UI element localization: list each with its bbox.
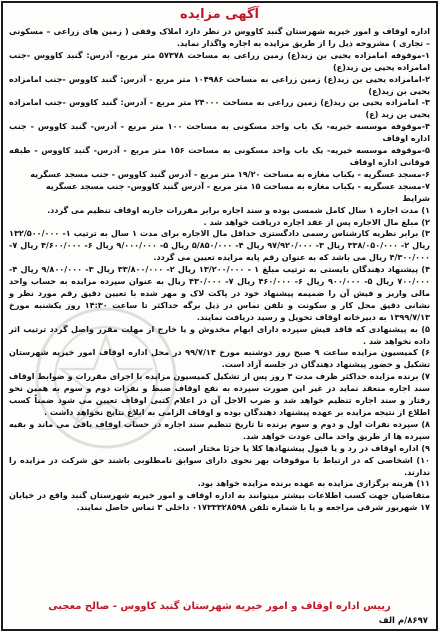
- property-item: ۳- امامزاده یحیی بن زید(ع) زمین زراعی به مساحت ۲۴۰۰۰ متر مربع - آدرس: گنبد کاووس -جنب امامزاده یحیی بن زید (ع): [9, 97, 430, 120]
- signature-line: رییس اداره اوقاف و امور خیریه شهرستان گنبد کاووس - صالح معجبی: [48, 601, 391, 612]
- condition-item: ۴) پیشنهاد دهندگان بایستی به ترتیب مبلغ ۱ - ۱۳/۲۰۰/۰۰۰ ریال ۲- ۳۳/۸۰۰/۰۰۰ ریال ۳- ۹/۸۰۰/۰۰۰ ریال ۴- ۷۰۰/۰۰۰ ریال ۵- ۹۰۰/۰۰۰ ریال ۶- ۴۶۰/۰۰۰ ریال ۷- ۴۳۰/۰۰۰ ریال به عنوان سپرده مزایده به حساب واحد مالی واریز و فیش آن را ضمیمه پیشنهاد خود در پاکت لاک و مهر شده با تعیین دقیق رقم مورد نظر و نشانی دقیق محل کار و سکونت و تلفن تماس در ذیل برگه حداکثر تا ساعت ۱۴:۳۰ روز یکشنبه مورخ ۱۳۹۹/۷/۱۳ به دبیرخانه اوقاف تحویل و رسید دریافت نمایند.: [9, 264, 431, 322]
- property-item: ۷-مسجد عسگریه - یکباب مغازه به مساحت ۱۵ متر مربع - آدرس گنبد کاووس- جنب مسجد عسگریه: [45, 180, 430, 191]
- property-item: ۱-موقوفه امامزاده یحیی بن زید(ع) زمین زراعی به مساحت ۵۷۳۷۸ متر مربع- آدرس: گنبد کاووس -جنب امامزاده یحیی بن زید(ع): [9, 49, 430, 72]
- condition-item: ۲) مبلغ مال الاجاره پس از عقد اجاره دریافت خواهد شد .: [203, 216, 430, 227]
- intro-paragraph: اداره اوقاف و امور خیریه شهرستان گنبد کاووس در نظر دارد املاک وقفی ( زمین های زراعی – مسکونی – تجاری ) مشروحه ذیل را از طریق مزایده به اجاره واگذار نماید.: [9, 26, 430, 48]
- condition-item: ۳) برابر نظریه کارشناس رسمی دادگستری حداقل مال الاجاره برای مدت ۱ سال به ترتیب ۱- ۱۳۲/۵۰۰/۰۰۰ ریال ۲- ۳۳۸/۰۵۰/۰۰۰ ریال ۳- ۹۷/۹۲۰/۰۰۰ ریال ۴- ۵/۸۵۰/۰۰۰ ریال ۵- ۹/۰۰۰/۰۰۰ ریال ۶- ۴/۶۰۰/۰۰۰ ریال ۷- ۴/۳۰۰/۰۰۰ ریال می باشد که به عنوان رقم پایه مزایده تعیین می گردد.: [9, 228, 430, 263]
- property-item: ۶-مسجد عسگریه - یکباب مغازه به مساحت ۱۹/۲۰ متر مربع - آدرس گنبد کاووس - جنب مسجد عسگریه: [30, 168, 430, 179]
- condition-item: ۱۰) اشخاصی که در ارتباط با موقوفات بهر نحوی دارای سوابق نامطلوبی باشند حق شرکت در مزایده را ندارند.: [9, 454, 430, 477]
- condition-item: ۵) به پیشنهادی که فاقد فیش سپرده دارای ابهام مخدوش و یا خارج از مهلت مقرر واصل گردد ترتیب اثر داده نخواهد شد .: [9, 323, 430, 346]
- notice-title: آگهی مزایده: [180, 7, 259, 22]
- condition-item: ۱۱) هزینه برگزاری مزایده به عهده برنده مزایده خواهد بود.: [197, 478, 430, 489]
- property-item: ۴-موقوفه موسسه خیریه- یک باب واحد مسکونی به مساحت ۱۰۰ متر مربع - آدرس- گنبد کاووس - جنب اداره اوقاف: [9, 121, 430, 144]
- contact-paragraph: متقاضیان جهت کسب اطلاعات بیشتر میتوانند به اداره اوقاف و امور خیریه شهرستان گنبد واقع در خیابان ۱۷ شهریور شرقی مراجعه و یا با شماره تلفن ۰۱۷۳۳۳۲۸۵۹۸ داخلی ۳ تماس حاصل نمایند.: [9, 490, 430, 513]
- condition-item: ۸) سپرده نفرات اول و دوم و سوم برنده تا تاریخ تنظیم سند اجاره در حساب اوقاف باقی می ماند و بقیه سپرده ها از طریق واحد مالی عودت خواهد شد.: [9, 418, 430, 441]
- ad-code: ۸۶۹۷/م الف: [378, 616, 428, 626]
- condition-item: ۷) برنده مزایده حداکثر ظرف مدت ۳ روز پس از تشکیل کمیسیون مزایده با اجرای مقررات و ضوابط اوقاف سند اجاره منعقد نماید در غیر این صورت سپرده به نفع اوقاف ضبط و نفرات دوم و سوم به همین نحو رفتار و سند اجاره تنظیم خواهد شد و ضرب الاجل آن در اعلام کتبی اوقاف تعیین می شود ضمناً کسب اطلاع از نتیجه مزایده بر عهده پیشنهاد دهندگان بوده و اوقاف الزامی به ابلاغ نتایج نخواهد داشت .: [9, 371, 430, 417]
- property-item: ۵-موقوفه موسسه خیریه- یک باب واحد مسکونی به مساحت ۱۵۶ متر مربع - آدرس- گنبد کاووس - طبقه فوقانی اداره اوقاف: [9, 145, 430, 167]
- conditions-heading: شرایط: [402, 192, 430, 203]
- notice-body: [9, 26, 430, 514]
- condition-item: ۱) مدت اجاره ۱ سال کامل شمسی بوده و سند اجاره برابر مقررات جاریه اوقاف تنظیم می گردد.: [47, 204, 430, 215]
- property-item: ۲-امامزاده یحیی بن زید(ع) زمین زراعی به مساحت ۱۰۴۹۸۶ متر مربع - آدرس: گنبد کاووس -جنب امامزاده یحیی بن زید(ع): [9, 73, 431, 96]
- auction-notice: [1, 1, 438, 631]
- condition-item: ۹) اداره اوقاف در رد و یا قبول پیشنهادها کلا یا جزئا مختار است.: [173, 442, 430, 453]
- condition-item: ۶) کمیسیون مزایده ساعت ۹ صبح روز دوشنبه مورخ ۹۹/۷/۱۴ در محل اداره اوقاف امور خیریه شهرستان تشکیل و حضور پیشنهاد دهندگان در جلسه آزاد است.: [9, 347, 430, 370]
